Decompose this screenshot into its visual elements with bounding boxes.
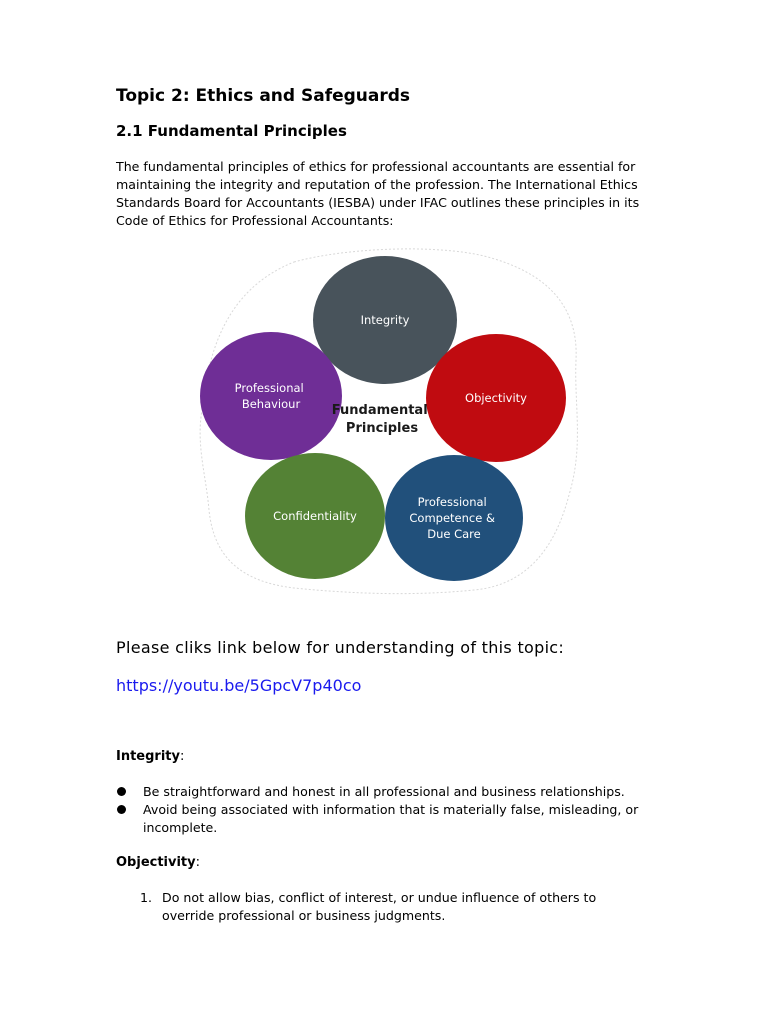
professional-behaviour-label-line: Behaviour bbox=[241, 397, 301, 411]
integrity-heading-text: Integrity bbox=[116, 749, 180, 764]
confidentiality-circle-label: Confidentiality bbox=[273, 509, 357, 523]
confidentiality-circle bbox=[245, 453, 385, 579]
professional-competence-label-line: Competence & bbox=[409, 511, 495, 525]
objectivity-heading-text: Objectivity bbox=[116, 855, 196, 870]
video-link[interactable]: https://youtu.be/5GpcV7p40co bbox=[116, 676, 362, 695]
objectivity-circle-label: Objectivity bbox=[465, 391, 527, 405]
objectivity-heading bbox=[116, 855, 200, 870]
bullet-icon bbox=[117, 787, 126, 796]
section-subtitle: 2.1 Fundamental Principles bbox=[116, 122, 347, 140]
list-item bbox=[116, 889, 642, 925]
svg-text:Confidentiality bbox=[273, 509, 357, 523]
svg-text:Objectivity bbox=[465, 391, 527, 405]
intro-line: Code of Ethics for Professional Accountants: bbox=[116, 213, 394, 228]
integrity-circle bbox=[313, 256, 457, 384]
objectivity-heading-colon: : bbox=[195, 855, 201, 870]
objectivity-circle bbox=[426, 334, 566, 462]
professional-behaviour-circle bbox=[200, 332, 342, 460]
fundamental-principles-diagram bbox=[184, 240, 584, 600]
integrity-circle-label: Integrity bbox=[360, 313, 410, 327]
professional-competence-circle bbox=[385, 455, 523, 581]
diagram-center-label-line: Principles bbox=[345, 421, 419, 436]
intro-line: The fundamental principles of ethics for professional accountants are essential for bbox=[116, 159, 636, 174]
video-prompt-text: Please cliks link below for understanding of this topic: bbox=[116, 638, 565, 657]
list-item-text: Do not allow bias, conflict of interest, or undue influence of others to override professional or business judgments. bbox=[162, 890, 597, 923]
objectivity-numbered-list bbox=[116, 889, 642, 925]
intro-line: maintaining the integrity and reputation of the profession. The International Ethics bbox=[116, 177, 638, 192]
list-item bbox=[116, 801, 643, 837]
integrity-heading bbox=[116, 749, 184, 764]
document-title: Topic 2: Ethics and Safeguards bbox=[116, 86, 411, 106]
intro-line: Standards Board for Accountants (IESBA) under IFAC outlines these principles in its bbox=[116, 195, 640, 210]
list-item bbox=[116, 783, 643, 801]
list-item-text: Be straightforward and honest in all professional and business relationships. bbox=[143, 784, 625, 799]
professional-competence-label-line: Professional bbox=[417, 495, 487, 509]
professional-competence-label-line: Due Care bbox=[427, 527, 481, 541]
integrity-heading-colon: : bbox=[179, 749, 185, 764]
list-item-number: 1. bbox=[140, 890, 153, 905]
bullet-icon bbox=[117, 805, 126, 814]
integrity-bullet-list bbox=[116, 783, 643, 837]
intro-paragraph bbox=[116, 158, 641, 230]
list-item-text: Avoid being associated with information that is materially false, misleading, or incomplete. bbox=[143, 802, 639, 835]
diagram-center-label-line: Fundamental bbox=[331, 403, 428, 418]
professional-behaviour-label-line: Professional bbox=[234, 381, 304, 395]
svg-text:Integrity bbox=[361, 313, 410, 327]
